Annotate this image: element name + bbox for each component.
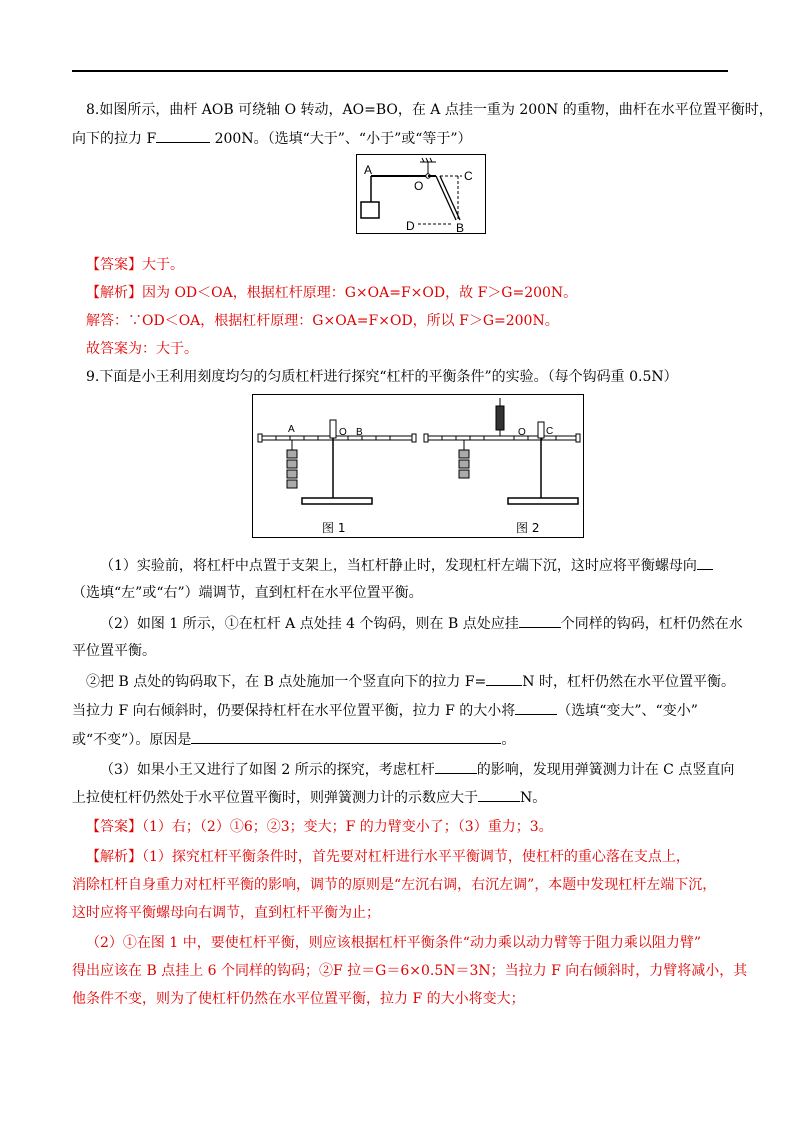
- fig1-label-a: A: [288, 424, 295, 435]
- q8-line1: 8.如图所示，曲杆 AOB 可绕轴 O 转动，AO=BO，在 A 点挂一重为 200N 的重物，曲杆在水平位置平衡时，: [86, 102, 773, 118]
- q9-blank-2[interactable]: [519, 613, 561, 628]
- q9-figure: [252, 394, 584, 538]
- q9-analysis-4: （2）①在图 1 中，要使杠杆平衡，则应该根据杠杆平衡条件“动力乘以动力臂等于阻力乘以阻力臂”: [86, 935, 702, 951]
- fig2-label-o: O: [518, 427, 526, 438]
- q9-p6: （3）如果小王又进行了如图 2 所示的探究，考虑杠杆 的影响，发现用弹簧测力计在 C 点竖直向: [100, 759, 760, 780]
- q8-blank[interactable]: [156, 128, 210, 143]
- q8-label-o: O: [414, 179, 424, 193]
- q8-analysis: 【解析】因为 OD＜OA，根据杠杆原理：G×OA=F×OD，故 F＞G=200N。: [86, 285, 578, 301]
- q9-p7: 上拉使杠杆仍然处于水平位置平衡时，则弹簧测力计的示数应大于 N。: [72, 787, 732, 808]
- q9-analysis-3: 这时应将平衡螺母向右调节，直到杠杆平衡为止；: [72, 905, 380, 921]
- figure-2: [424, 398, 580, 535]
- q8-label-a: A: [364, 163, 373, 177]
- fig1-label-b: B: [356, 427, 363, 438]
- q8-label-c: C: [464, 169, 473, 183]
- q9-blank-5[interactable]: [191, 729, 501, 744]
- q9-blank-6[interactable]: [435, 759, 477, 774]
- q9-analysis-5: 得出应该在 B 点挂上 6 个同样的钩码；②F 拉＝G＝6×0.5N＝3N；当拉力 F 向右倾斜时，力臂将减小，其: [72, 963, 748, 979]
- figure-1: [258, 420, 416, 535]
- q9-blank-3[interactable]: [486, 671, 522, 686]
- q9-blank-1[interactable]: [697, 555, 713, 570]
- q9-answer: 【答案】（1）右；（2）①6；②3；变大；F 的力臂变小了；（3）重力；3。: [86, 819, 553, 835]
- fig2-caption: 图 2: [516, 521, 540, 535]
- q8-solve: 解答：∵OD＜OA，根据杠杆原理：G×OA=F×OD，所以 F＞G=200N。: [86, 313, 559, 329]
- q9-blank-4[interactable]: [515, 700, 557, 715]
- q8-final: 故答案为：大于。: [86, 341, 198, 357]
- q9-p5: 或“不变”）。原因是 。: [72, 729, 732, 750]
- q9-analysis-2: 消除杠杆自身重力对杠杆平衡的影响，调节的原则是“左沉右调，右沉左调”，本题中发现杠杆左端下沉，: [72, 877, 717, 893]
- q9-analysis-1: 【解析】（1）探究杠杆平衡条件时，首先要对杠杆进行水平平衡调节，使杠杆的重心落在支点上，: [86, 849, 690, 865]
- q9-p1a: （1）实验前，将杠杆中点置于支架上，当杠杆静止时，发现杠杆左端下沉，这时应将平衡螺母向: [100, 555, 760, 576]
- q9-analysis-6: 他条件不变，则为了使杠杆仍然在水平位置平衡，拉力 F 的大小将变大；: [72, 991, 525, 1007]
- q9-p2c: 平位置平衡。: [72, 643, 156, 659]
- q8-figure: [356, 154, 486, 234]
- q8-label-d: D: [406, 219, 415, 233]
- q9-blank-7[interactable]: [478, 787, 520, 802]
- q8-label-b: B: [456, 221, 465, 234]
- q9-p1b: （选填“左”或“右”）端调节，直到杠杆在水平位置平衡。: [72, 585, 423, 601]
- header-rule: [72, 70, 728, 72]
- q9-p4: 当拉力 F 向右倾斜时，仍要保持杠杆在水平位置平衡，拉力 F 的大小将 （选填“变大”、“变小”: [72, 700, 732, 721]
- q9-p2a: （2）如图 1 所示，①在杠杆 A 点处挂 4 个钩码，则在 B 点处应挂 个同样的钩码，杠杆仍然在水: [100, 613, 760, 634]
- q8-answer: 【答案】大于。: [86, 257, 184, 273]
- fig1-label-o: O: [339, 427, 347, 438]
- q9-p3: ②把 B 点处的钩码取下，在 B 点处施加一个竖直向下的拉力 F= N 时，杠杆仍然在水平位置平衡。: [86, 671, 746, 692]
- q9-line1: 9.下面是小王利用刻度均匀的匀质杠杆进行探究“杠杆的平衡条件”的实验。（每个钩码重 0.5N）: [86, 369, 678, 385]
- fig1-caption: 图 1: [322, 521, 346, 535]
- q8-line2: 向下的拉力 F 200N。（选填“大于”、“小于”或“等于”）: [72, 128, 732, 149]
- fig2-label-c: C: [546, 426, 554, 437]
